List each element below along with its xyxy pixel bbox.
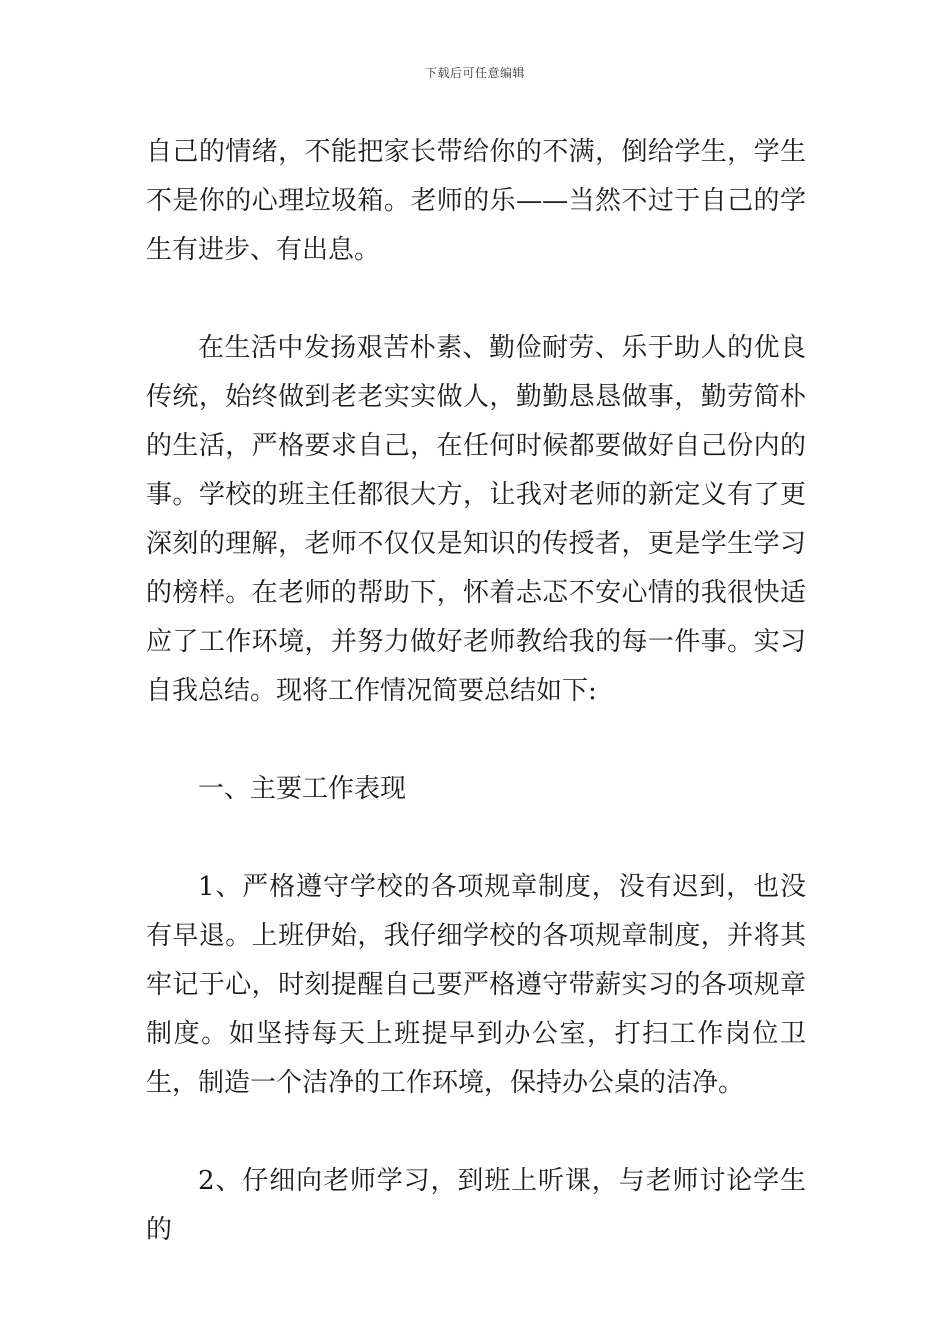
document-body	[146, 128, 806, 1304]
page-header: 下载后可任意编辑	[424, 66, 525, 80]
paragraph-2: 在生活中发扬艰苦朴素、勤俭耐劳、乐于助人的优良传统，始终做到老老实实做人，勤勤恳恳做事，勤劳简朴的生活，严格要求自己，在任何时候都要做好自己份内的事。学校的班主任都很大方，让我对老师的新定义有了更深刻的理解，老师不仅仅是知识的传授者，更是学生学习的榜样。在老师的帮助下，怀着忐忑不安心情的我很快适应了工作环境，并努力做好老师教给我的每一件事。实习自我总结。现将工作情况简要总结如下:	[146, 333, 806, 706]
section-heading: 一、主要工作表现	[198, 774, 407, 804]
paragraph-item-1: 1、严格遵守学校的各项规章制度，没有迟到，也没有早退。上班伊始，我仔细学校的各项规章制度，并将其牢记于心，时刻提醒自己要严格遵守带薪实习的各项规章制度。如坚持每天上班提早到办公室，打扫工作岗位卫生，制造一个洁净的工作环境，保持办公桌的洁净。	[146, 872, 806, 1098]
paragraph-1: 自己的情绪，不能把家长带给你的不满，倒给学生，学生不是你的心理垃圾箱。老师的乐——当然不过于自己的学生有进步、有出息。	[146, 137, 806, 265]
paragraph-item-2: 2、仔细向老师学习，到班上听课，与老师讨论学生的	[146, 1166, 806, 1245]
